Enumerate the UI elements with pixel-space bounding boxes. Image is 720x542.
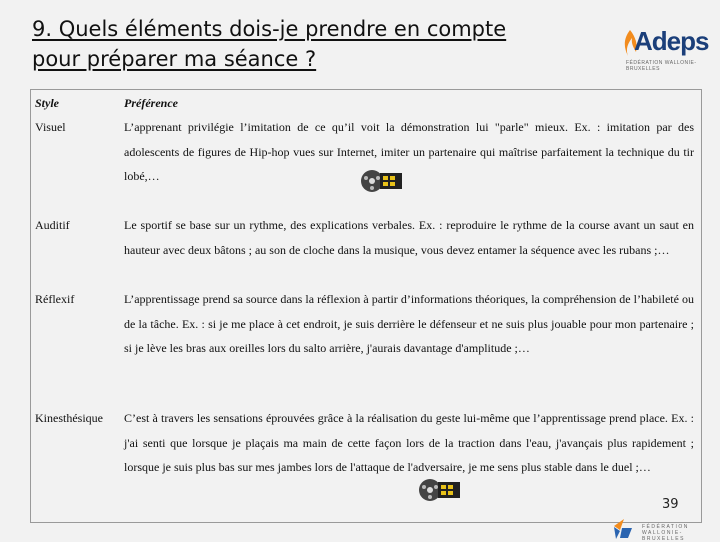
page-number: 39 (662, 497, 679, 512)
row-text-auditif: Le sportif se base sur un rythme, des explications verbales. Ex. : reproduire le rythme de la course avant un saut en hauteur avec deux bâtons ; au son de cloche dans la musique, vous devez entamer la séquence avec les rubans ;… (124, 218, 694, 257)
header-preference: Préférence (124, 96, 178, 110)
row-label-kinesthesique: Kinesthésique (35, 411, 103, 425)
adeps-logo (620, 26, 712, 72)
row-label-reflexif: Réflexif (35, 292, 75, 306)
row-text-reflexif: L’apprentissage prend sa source dans la réflexion à partir d’informations théoriques, la compréhension de l’habileté ou de la tâche. Ex. : si je me place à cet endroit, je suis derrière le défenseur et ne suis plus jouable pour mon partenaire ; si je lève les bras aux oreilles lors du salto arrière, j'aurais davantage d'amplitude ;… (124, 292, 694, 355)
learning-styles-table (30, 89, 702, 523)
slide-title-line1: 9. Quels éléments dois-je prendre en compte (32, 17, 507, 41)
federation-logo-text: FÉDÉRATION WALLONIE-BRUXELLES (642, 524, 689, 542)
logo-subtitle: FÉDÉRATION WALLONIE-BRUXELLES (626, 60, 697, 72)
federation-logo (610, 518, 716, 540)
row-text-kinesthesique: C’est à travers les sensations éprouvées grâce à la réalisation du geste lui-même que l’apprentissage prend place. Ex. : j'ai senti que lorsque je plaçais ma main de cette façon lors de la traction dans l'eau, j'avançais plus rapidement ; lorsque je suis plus bas sur mes jambes lors de l'attaque de l'adversaire, je me sens plus stable dans le duel ;… (124, 411, 694, 474)
logo-text: Adeps (634, 26, 709, 56)
slide-title-line2: pour préparer ma séance ? (32, 47, 317, 71)
row-label-visuel: Visuel (35, 120, 66, 134)
row-label-auditif: Auditif (35, 218, 70, 232)
film-icon (360, 163, 406, 199)
header-style: Style (35, 96, 59, 110)
row-text-visuel: L’apprenant privilégie l’imitation de ce qu’il voit la démonstration lui "parle" mieux. Ex. : imitation par des adolescents de figures de Hip-hop vues sur Internet, imiter un partenaire qui maîtrise parfaitement la technique du tir lobé,… (124, 120, 694, 183)
federation-emblem-icon (610, 518, 638, 540)
film-icon (418, 472, 464, 508)
slide-title (32, 14, 592, 74)
